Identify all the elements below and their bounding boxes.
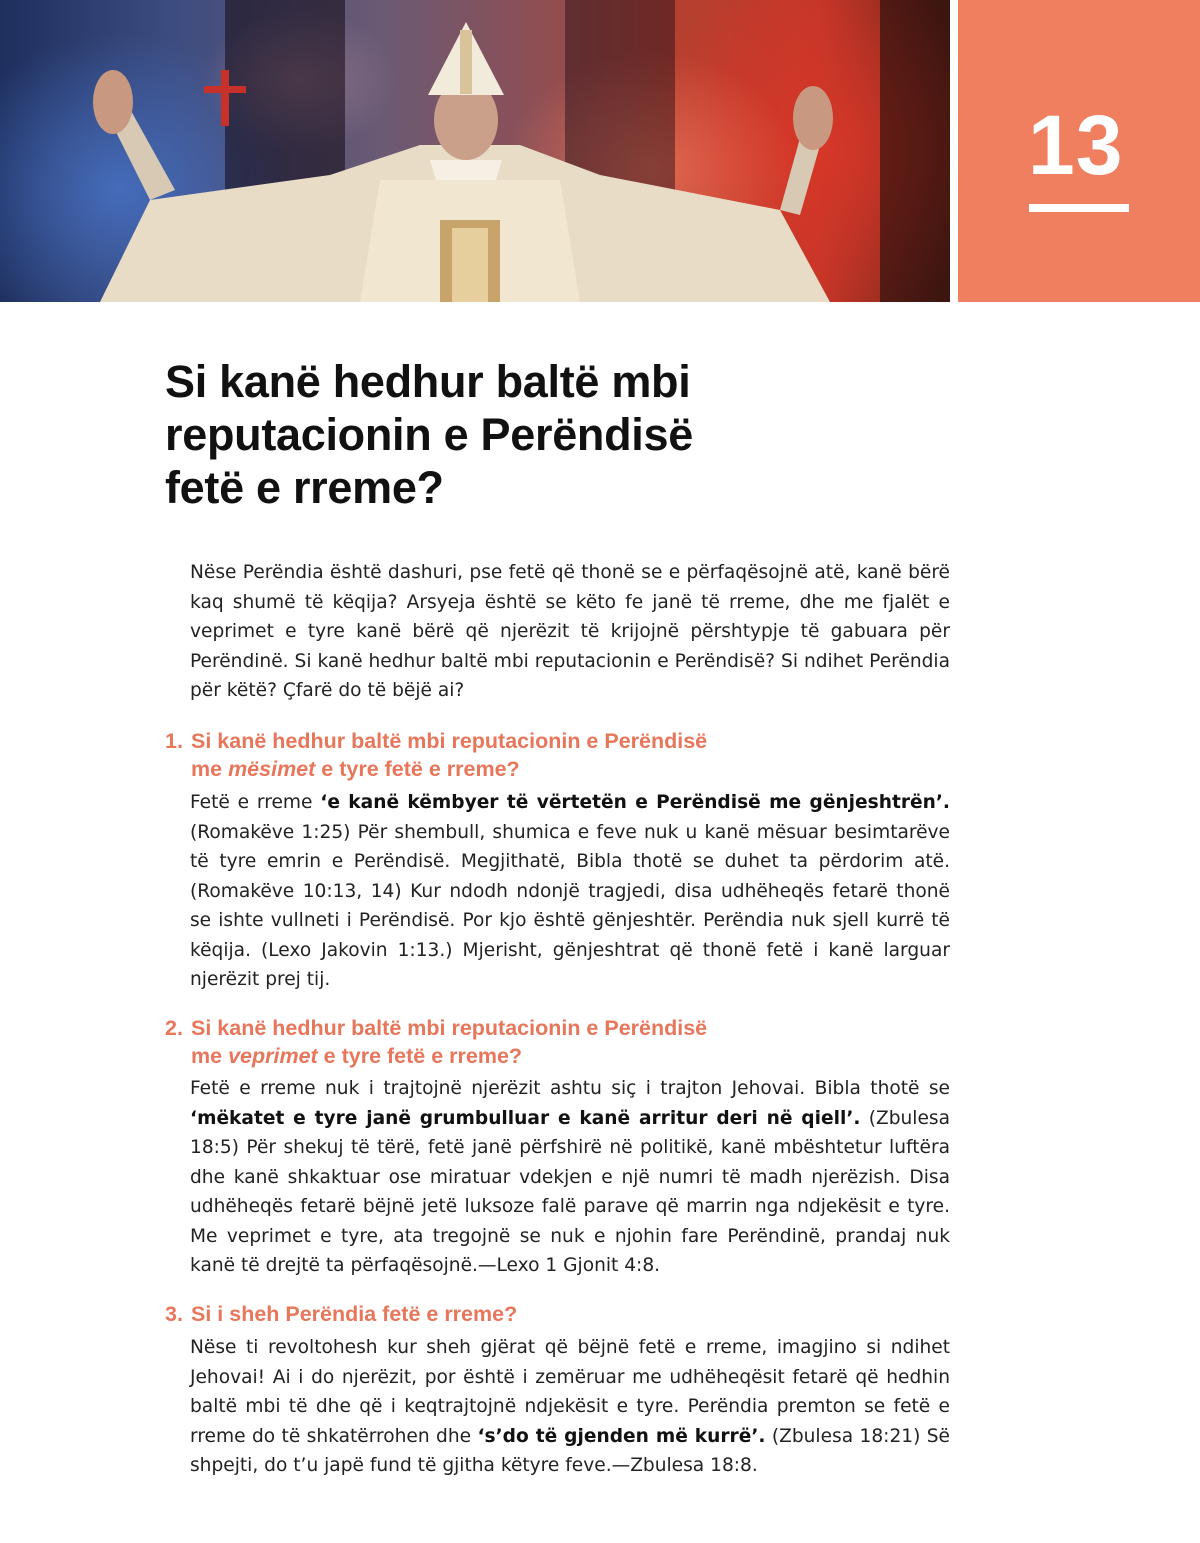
question-text: me bbox=[191, 757, 229, 781]
question-emphasis: mësimet bbox=[228, 757, 316, 781]
question-text: e tyre fetë e rreme? bbox=[317, 1044, 523, 1068]
answer-paragraph-2 bbox=[190, 1074, 950, 1281]
chapter-rule bbox=[1029, 204, 1129, 212]
question-text: me bbox=[191, 1044, 229, 1068]
title-line: reputacionin e Perëndisë bbox=[165, 409, 693, 460]
question-text: Si i sheh Perëndia fetë e rreme? bbox=[191, 1302, 518, 1326]
priest-figure bbox=[0, 0, 950, 302]
answer-paragraph-3 bbox=[190, 1333, 950, 1481]
question-text: Si kanë hedhur baltë mbi reputacionin e Perëndisë bbox=[191, 729, 708, 753]
question-emphasis: veprimet bbox=[228, 1044, 318, 1068]
chapter-number: 13 bbox=[1028, 98, 1124, 192]
title-line: fetë e rreme? bbox=[165, 462, 444, 513]
answer-text: (Romakëve 1:25) Për shembull, shumica e feve nuk u kanë mësuar besimtarëve të tyre emrin e Perëndisë. Megjithatë, Bibla thotë se duhet ta përdorim atë. (Romakëve 10:13, 14) Kur ndodh ndonjë tragjedi, disa udhëheqës fetarë thonë se ishte vullneti i Perëndisë. Por kjo është gënjeshtër. Perëndia nuk sjell kurrë të këqija. (Lexo Jakovin 1:13.) Mjerisht, gënjeshtrat që thonë fetë i kanë larguar njerëzit prej tij. bbox=[190, 821, 950, 990]
question-2 bbox=[165, 1014, 945, 1070]
answer-paragraph-1 bbox=[190, 788, 950, 995]
title-line: Si kanë hedhur baltë mbi bbox=[165, 356, 691, 407]
question-1 bbox=[165, 727, 945, 783]
answer-text: Nëse ti revoltohesh kur sheh gjërat që bëjnë fetë e rreme, imagjino si ndihet Jehovai! Ai i do njerëzit, por është i zemëruar me udhëheqësit fetarë që hedhin baltë mbi të dhe që i keqtrajtojnë ndjekësit e tyre. Perëndia premton se fetë e rreme do të shkatërrohen dhe bbox=[190, 1337, 950, 1447]
answer-text: Fetë e rreme bbox=[190, 792, 321, 813]
answer-text: (Zbulesa 18:21) Së shpejti, do t’u japë fund të gjitha këtyre feve.—Zbulesa 18:8. bbox=[190, 1425, 950, 1476]
answer-text: Fetë e rreme nuk i trajtojnë njerëzit ashtu siç i trajton Jehovai. Bibla thotë se bbox=[190, 1078, 950, 1099]
answer-quote: ‘e kanë këmbyer të vërtetën e Perëndisë me gënjeshtrën’. bbox=[320, 792, 950, 813]
hero-image bbox=[0, 0, 950, 302]
intro-paragraph: Nëse Perëndia është dashuri, pse fetë që thonë se e përfaqësojnë atë, kanë bërë kaq shumë të këqija? Arsyeja është se këto fe janë të rreme, dhe me fjalët e veprimet e tyre kanë bërë që njerëzit të krijojnë përshtypje të gabuara për Perëndinë. Si kanë hedhur baltë mbi reputacionin e Perëndisë? Si ndihet Perëndia për këtë? Çfarë do të bëjë ai? bbox=[190, 562, 950, 701]
question-number: 3. bbox=[165, 1302, 183, 1326]
chapter-badge bbox=[958, 0, 1200, 302]
page-title bbox=[165, 355, 865, 514]
answer-quote: ‘s’do të gjenden më kurrë’. bbox=[477, 1425, 766, 1447]
question-3 bbox=[165, 1300, 945, 1328]
question-number: 2. bbox=[165, 1016, 183, 1040]
question-text: Si kanë hedhur baltë mbi reputacionin e Perëndisë bbox=[191, 1016, 708, 1040]
question-text: e tyre fetë e rreme? bbox=[315, 757, 520, 781]
answer-quote: ‘mëkatet e tyre janë grumbulluar e kanë arritur deri në qiell’. bbox=[190, 1107, 861, 1129]
question-number: 1. bbox=[165, 729, 183, 753]
answer-text: (Zbulesa 18:5) Për shekuj të tërë, fetë janë përfshirë në politikë, kanë mbështetur luftëra dhe kanë shkaktuar ose miratuar vdekjen e një numri të madh njerëzish. Disa udhëheqës fetarë bëjnë jetë luksoze falë parave që marrin nga ndjekësit e tyre. Me veprimet e tyre, ata tregojnë se nuk e njohin fare Perëndinë, prandaj nuk kanë të drejtë ta përfaqësojnë.—Lexo 1 Gjonit 4:8. bbox=[190, 1107, 950, 1276]
